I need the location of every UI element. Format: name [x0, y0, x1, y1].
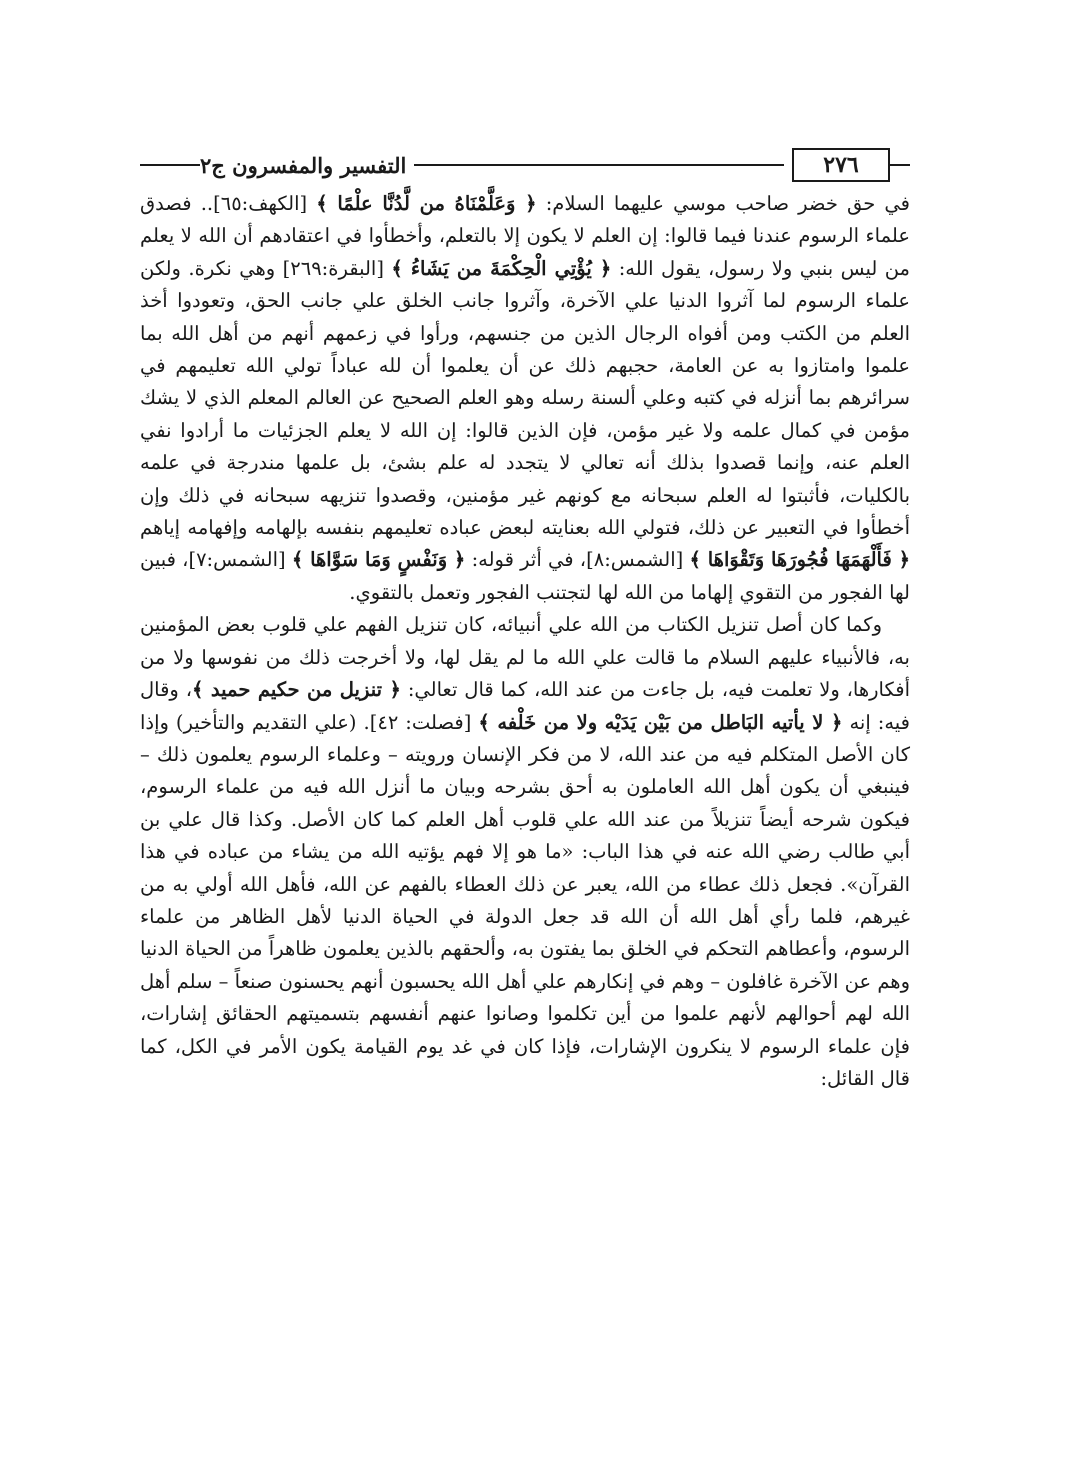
- text-segment: [الشمس:٧]، فبين لها الفجور من التقوي إلهاما من الله لها لتجتنب الفجور وتعمل بالتقوي.: [140, 548, 910, 604]
- quran-verse: ﴿ وَنَفْسٍ وَمَا سَوَّاهَا ﴾: [291, 548, 466, 572]
- text-segment: [الشمس:٨]، في أثر قوله:: [465, 548, 690, 572]
- text-segment: ، وقال فيه: إنه: [140, 678, 910, 734]
- header-rule-middle: [414, 164, 784, 166]
- page-header: [140, 146, 910, 184]
- page-number: ٢٧٦: [792, 148, 890, 182]
- text-segment: [فصلت: ٤٢]. (علي التقديم والتأخير) وإذا كان الأصل المتكلم فيه من عند الله، لا من فكر الإنسان ورويته – وعلماء الرسوم يعلمون ذلك – فينبغي أن يكون أهل الله العاملون به أحق بشرحه وبيان ما أنزل الله فيه من علماء الرسوم، فيكون شرحه أيضاً تنزيلاً من عند الله علي قلوب أهل العلم كما كان الأصل. وكذا قال علي بن أبي طالب رضي الله عنه في هذا الباب: «ما هو إلا فهم يؤتيه الله من يشاء من عباده في هذا القرآن». فجعل ذلك عطاء من الله، يعبر عن ذلك العطاء بالفهم عن الله، فأهل الله أولي به من غيرهم، فلما رأي أهل الله أن الله قد جعل الدولة في الحياة الدنيا لأهل الظاهر من علماء الرسوم، وأعطاهم التحكم في الخلق بما يفتون به، وألحقهم بالذين يعلمون ظاهراً من الحياة الدنيا وهم عن الآخرة غافلون – وهم في إنكارهم علي أهل الله يحسبون أنهم يحسنون صنعاً – سلم أهل الله لهم أحوالهم لأنهم علموا من أين تكلموا وصانوا عنهم أنفسهم بتسميتهم الحقائق إشارات، فإن علماء الرسوم لا ينكرون الإشارات، فإذا كان في غد يوم القيامة يكون الأمر في الكل، كما قال القائل:: [140, 710, 911, 1090]
- quran-verse: ﴿ لا يأتيه البَاطل من بَيْن يَدَيْه ولا من خَلْفه ﴾: [478, 710, 843, 734]
- header-rule-left: [140, 164, 200, 166]
- text-segment: وكما كان أصل تنزيل الكتاب من الله علي أنبيائه، كان تنزيل الفهم علي قلوب بعض المؤمنين به، فالأنبياء عليهم السلام ما قالت علي الله ما لم يقل لها، ولا أخرجت ذلك من نفوسها ولا من أفكارها، ولا تعلمت فيه، بل جاءت من عند الله، كما قال تعالي:: [140, 613, 911, 702]
- quran-verse: ﴿ فَأَلْهَمَهَا فُجُورَهَا وَتَقْوَاهَا ﴾: [689, 548, 911, 572]
- text-segment: في حق خضر صاحب موسي عليهما السلام:: [536, 192, 910, 215]
- paragraph: [140, 188, 910, 609]
- paragraph: [140, 609, 910, 1095]
- quran-verse: ﴿ وَعَلَّمْنَاهُ من لَّدُنَّا علْمًا ﴾: [316, 192, 537, 215]
- running-title: التفسير والمفسرون ج٢: [200, 152, 407, 178]
- header-rule-right: [890, 164, 910, 166]
- body-text: [140, 188, 910, 1095]
- text-segment: [الكهف:٦٥].. فصدق علماء الرسوم عندنا فيما قالوا: إن العلم لا يكون إلا بالتعلم، وأخطأوا في اعتقادهم أن الله لا يعلم من ليس بنبي ولا رسول، يقول الله:: [140, 192, 911, 280]
- quran-verse: ﴿ يُؤْتِي الْحِكْمَةَ من يَشَاءُ ﴾: [391, 256, 612, 280]
- quran-verse: ﴿ تنزيل من حكيم حميد ﴾: [192, 678, 401, 702]
- text-segment: [البقرة:٢٦٩] وهي نكرة. ولكن علماء الرسوم لما آثروا الدنيا علي الآخرة، وآثروا جانب الخلق علي جانب الحق، وتعودوا أخذ العلم من الكتب ومن أفواه الرجال الذين من جنسهم، ورأوا في زعمهم أنهم من أهل الله بما علموا وامتازوا به عن العامة، حجبهم ذلك عن أن يعلموا أن لله عباداً تولي الله تعليمهم في سرائرهم بما أنزله في كتبه وعلي ألسنة رسله وهو العلم الصحيح عن العالم المعلم الذي لا يشك مؤمن في كمال علمه ولا غير مؤمن، فإن الذين قالوا: إن الله لا يعلم الجزئيات ما أرادوا نفي العلم عنه، وإنما قصدوا بذلك أنه تعالي لا يتجدد له علم بشئ، بل علمها مندرجة في علمه بالكليات، فأثبتوا له العلم سبحانه مع كونهم غير مؤمنين، وقصدوا تنزيهه سبحانه في ذلك وإن أخطأوا في التعبير عن ذلك، فتولي الله بعنايته لبعض عباده تعليمهم بنفسه بإلهامه وإفهامه إياهم: [140, 256, 910, 540]
